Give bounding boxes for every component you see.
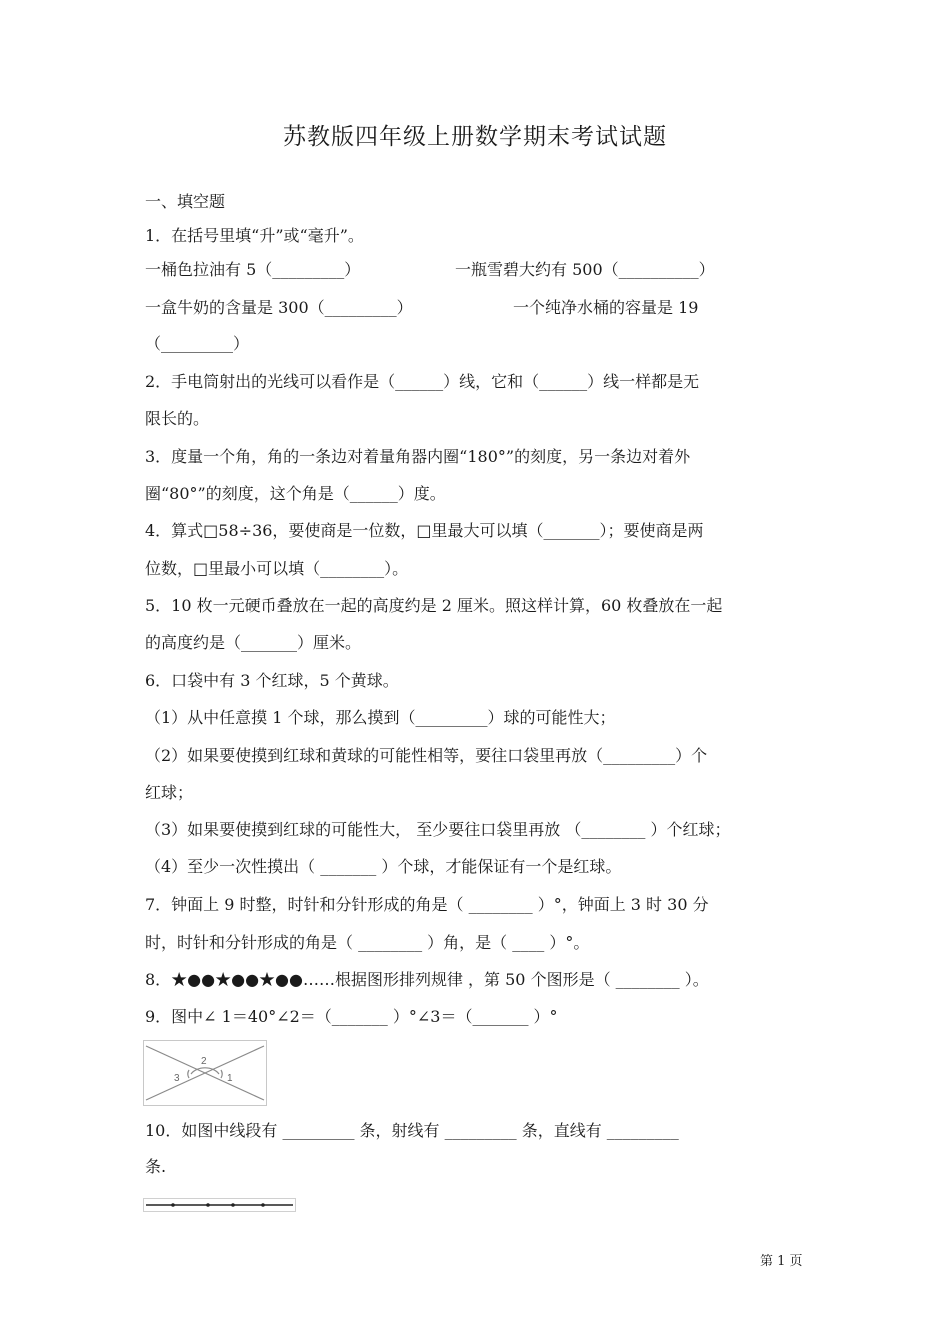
question-4-line-1: 4．算式□58÷36，要使商是一位数，□里最大可以填（_______）；要使商是两	[145, 521, 704, 540]
question-2-line-2: 限长的。	[145, 409, 210, 428]
question-1: 1．在括号里填“升”或“毫升”。	[145, 226, 364, 245]
line-figure	[143, 1198, 296, 1212]
q1-item-b: 一瓶雪碧大约有 500（__________）	[455, 260, 715, 279]
question-2-line-1: 2．手电筒射出的光线可以看作是（______）线，它和（______）线一样都是无	[145, 372, 700, 391]
angle-label-2: 2	[201, 1056, 207, 1067]
question-5-line-2: 的高度约是（_______）厘米。	[145, 633, 362, 652]
angle-label-3: 3	[174, 1073, 180, 1084]
question-6-part-3: （3）如果要使摸到红球的可能性大， 至少要往口袋里再放 （________ ）个红球；	[145, 820, 731, 839]
page-number: 第 1 页	[760, 1254, 803, 1269]
question-4-line-2: 位数，□里最小可以填（________）。	[145, 559, 409, 578]
angle-label-1: 1	[227, 1073, 233, 1084]
question-5-line-1: 5．10 枚一元硬币叠放在一起的高度约是 2 厘米。照这样计算，60 枚叠放在一起	[145, 596, 723, 615]
page-title: 苏教版四年级上册数学期末考试试题	[283, 124, 667, 150]
question-3-line-1: 3．度量一个角，角的一条边对着量角器内圈“180°”的刻度，另一条边对着外	[145, 447, 691, 466]
question-3-line-2: 圈“80°”的刻度，这个角是（______）度。	[145, 484, 446, 503]
section-heading: 一、填空题	[145, 192, 226, 211]
question-6-part-4: （4）至少一次性摸出（ _______ ）个球，才能保证有一个是红球。	[145, 857, 622, 876]
question-7-line-1: 7．钟面上 9 时整，时针和分针形成的角是（ ________ ）°，钟面上 3 时 30 分	[145, 895, 709, 914]
angle-figure	[143, 1040, 267, 1106]
question-6-part-2-line-1: （2）如果要使摸到红球和黄球的可能性相等，要往口袋里再放（_________）个	[145, 746, 708, 765]
question-10-line-2: 条.	[145, 1157, 167, 1176]
question-7-line-2: 时，时针和分针形成的角是（ ________ ）角，是（ ____ ）°。	[145, 933, 590, 952]
q1-item-c: 一盒牛奶的含量是 300（_________）	[145, 298, 413, 317]
question-6-part-1: （1）从中任意摸 1 个球，那么摸到（_________）球的可能性大；	[145, 708, 616, 727]
question-8: 8．★●●★●●★●●……根据图形排列规律 ，第 50 个图形是（ ________ ）。	[145, 970, 709, 989]
q1-item-a: 一桶色拉油有 5（_________）	[145, 260, 361, 279]
question-6-part-2-line-2: 红球；	[145, 783, 194, 802]
question-9: 9．图中∠ 1＝40°∠2＝（_______ ）°∠3＝（_______ ）°	[145, 1007, 558, 1026]
q1-item-d-blank: （_________）	[145, 334, 250, 353]
question-6: 6．口袋中有 3 个红球，5 个黄球。	[145, 671, 399, 690]
question-10-line-1: 10．如图中线段有 _________ 条，射线有 _________ 条，直线有 _________	[145, 1121, 679, 1140]
q1-item-d: 一个纯净水桶的容量是 19	[513, 298, 699, 317]
